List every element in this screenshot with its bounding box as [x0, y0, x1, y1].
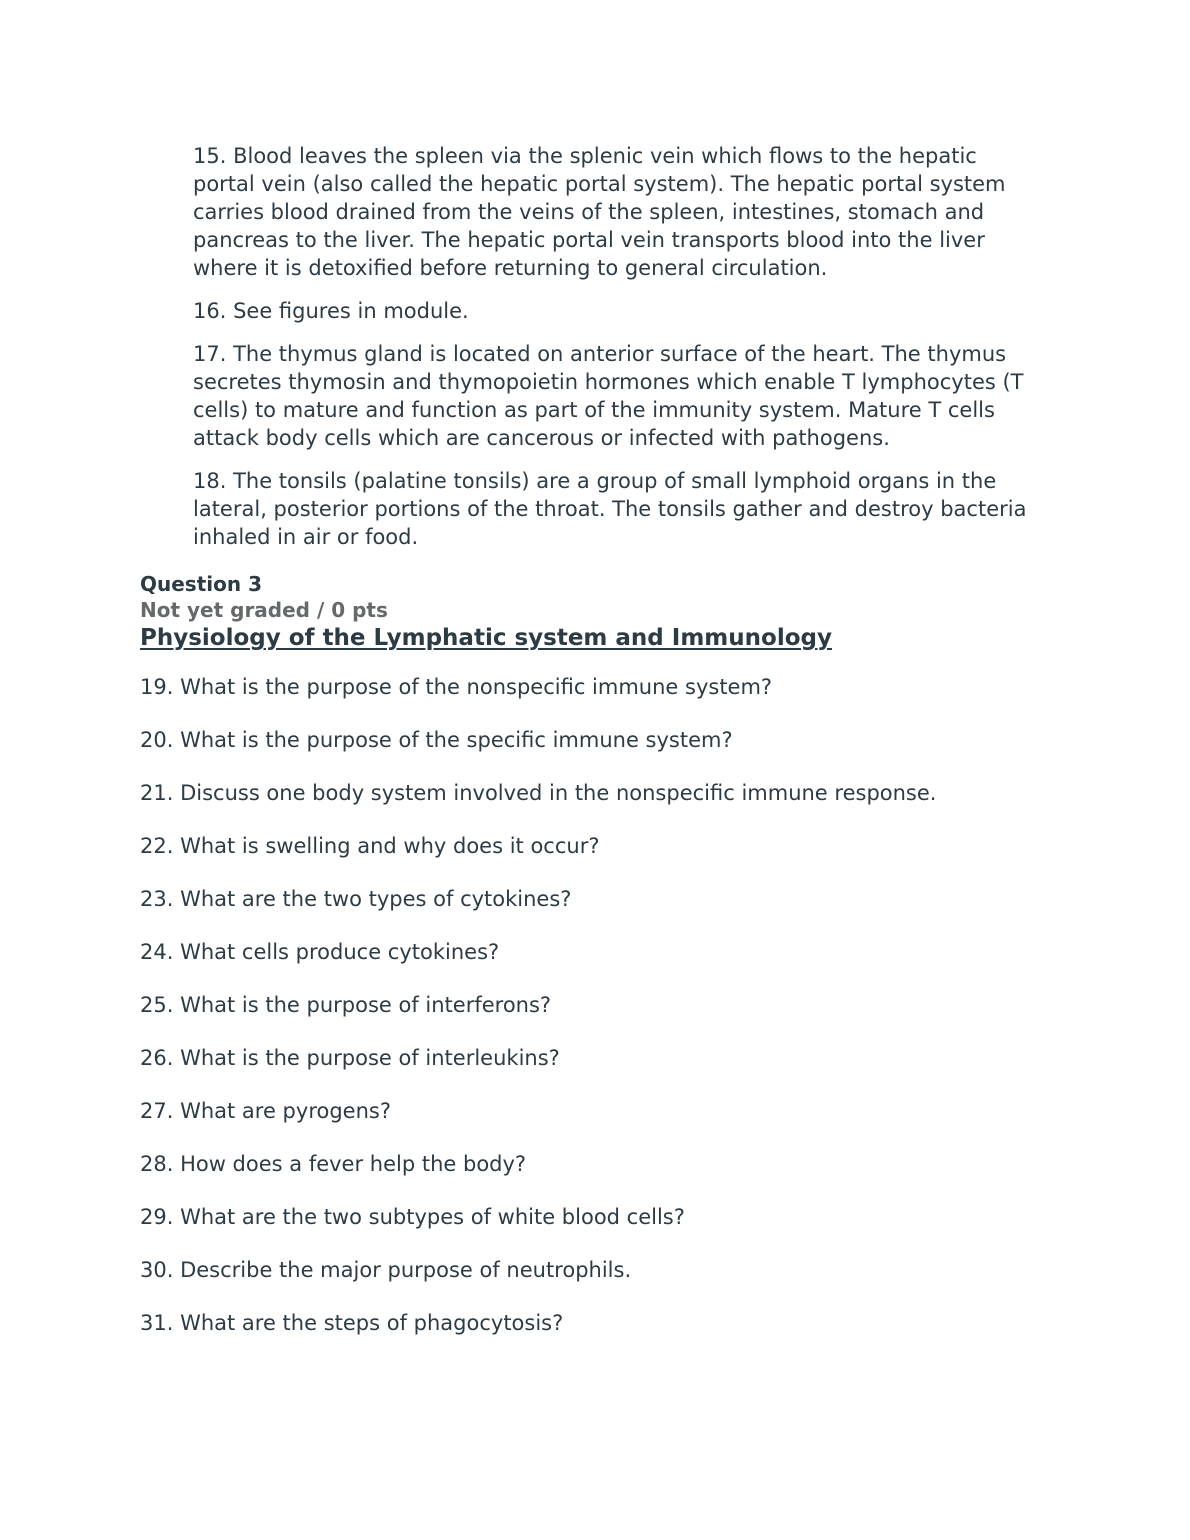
answer-paragraph-15: 15. Blood leaves the spleen via the splenic vein which flows to the hepatic portal vein (also called the hepatic portal system). The hepatic portal system carries blood drained from the veins of the spleen, intestines, stomach and pancreas to the liver. The hepatic portal vein transports blood into the liver where it is detoxified before returning to general circulation.	[193, 144, 1006, 280]
answer-paragraph-16: 16. See figures in module.	[193, 299, 469, 323]
question-item-29: 29. What are the two subtypes of white blood cells?	[140, 1205, 685, 1229]
answers-section	[193, 142, 1045, 551]
question-item-25: 25. What is the purpose of interferons?	[140, 993, 552, 1017]
question-item-22: 22. What is swelling and why does it occur?	[140, 834, 600, 858]
question-header	[140, 571, 1050, 653]
questions-section	[140, 673, 1050, 1337]
question-status-badge: Not yet graded / 0 pts	[140, 598, 388, 622]
question-item-19: 19. What is the purpose of the nonspecific immune system?	[140, 675, 773, 699]
question-item-28: 28. How does a fever help the body?	[140, 1152, 527, 1176]
question-item-30: 30. Describe the major purpose of neutrophils.	[140, 1258, 632, 1282]
answer-paragraph-17: 17. The thymus gland is located on anterior surface of the heart. The thymus secretes thymosin and thymopoietin hormones which enable T lymphocytes (T cells) to mature and function as part of the immunity system. Mature T cells attack body cells which are cancerous or infected with pathogens.	[193, 342, 1024, 450]
question-item-23: 23. What are the two types of cytokines?	[140, 887, 572, 911]
answer-paragraph-18: 18. The tonsils (palatine tonsils) are a group of small lymphoid organs in the lateral, posterior portions of the throat. The tonsils gather and destroy bacteria inhaled in air or food.	[193, 469, 1027, 549]
question-item-24: 24. What cells produce cytokines?	[140, 940, 500, 964]
question-item-26: 26. What is the purpose of interleukins?	[140, 1046, 560, 1070]
question-item-31: 31. What are the steps of phagocytosis?	[140, 1311, 564, 1335]
question-item-21: 21. Discuss one body system involved in the nonspecific immune response.	[140, 781, 937, 805]
question-item-27: 27. What are pyrogens?	[140, 1099, 391, 1123]
question-heading: Physiology of the Lymphatic system and Immunology	[140, 625, 832, 651]
question-item-20: 20. What is the purpose of the specific immune system?	[140, 728, 733, 752]
question-title: Question 3	[140, 572, 262, 596]
